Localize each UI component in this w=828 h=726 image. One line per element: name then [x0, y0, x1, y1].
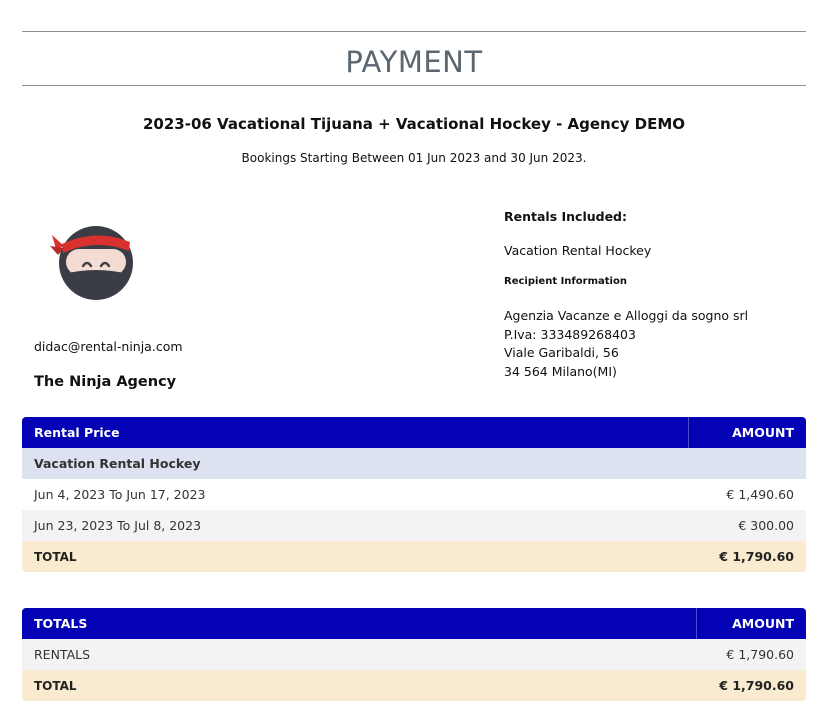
recipient-city: 34 564 Milano(MI) [504, 363, 617, 379]
recipient-column [504, 209, 804, 381]
top-divider [22, 31, 806, 32]
recipient-company: Agenzia Vacanze e Alloggi da sogno srl [504, 308, 749, 323]
table-row [22, 510, 806, 541]
row-amount: € 1,790.60 [726, 647, 794, 662]
recipient-info-label: Recipient Information [504, 276, 627, 287]
total-amount: € 1,790.60 [719, 678, 794, 693]
row-amount: € 300.00 [738, 518, 794, 533]
total-row [22, 670, 806, 701]
rental-price-table [22, 417, 806, 572]
agency-name: The Ninja Agency [34, 374, 177, 390]
table-header [22, 417, 806, 448]
total-label: TOTAL [34, 549, 77, 564]
header-divider [688, 417, 689, 448]
rental-group-name: Vacation Rental Hockey [34, 456, 201, 471]
recipient-vat: P.Iva: 333489268403 [504, 326, 636, 342]
agency-email: didac@rental-ninja.com [34, 339, 183, 354]
rentals-included-label: Rentals Included: [504, 209, 628, 224]
rental-item: Vacation Rental Hockey [504, 243, 652, 258]
table-row [22, 639, 806, 670]
rental-group-row [22, 448, 806, 479]
header-divider [696, 608, 697, 639]
total-label: TOTAL [34, 678, 77, 693]
page-heading: PAYMENT [345, 45, 483, 79]
table-header [22, 608, 806, 639]
header-amount: AMOUNT [732, 616, 794, 631]
report-title: 2023-06 Vacational Tijuana + Vacational Hockey - Agency DEMO [142, 115, 686, 133]
recipient-address [504, 307, 804, 381]
totals-table [22, 608, 806, 701]
report-subtitle: Bookings Starting Between 01 Jun 2023 and 30 Jun 2023. [241, 151, 587, 165]
header-rental-price: Rental Price [34, 425, 120, 440]
row-label: RENTALS [34, 647, 91, 662]
header-totals: TOTALS [34, 616, 88, 631]
total-amount: € 1,790.60 [719, 549, 794, 564]
table-row [22, 479, 806, 510]
ninja-mascot-icon [50, 222, 140, 304]
recipient-street: Viale Garibaldi, 56 [504, 345, 619, 361]
row-period: Jun 23, 2023 To Jul 8, 2023 [34, 518, 202, 533]
row-amount: € 1,490.60 [726, 487, 794, 502]
header-amount: AMOUNT [732, 425, 794, 440]
total-row [22, 541, 806, 572]
heading-divider [22, 85, 806, 86]
row-period: Jun 4, 2023 To Jun 17, 2023 [34, 487, 206, 502]
